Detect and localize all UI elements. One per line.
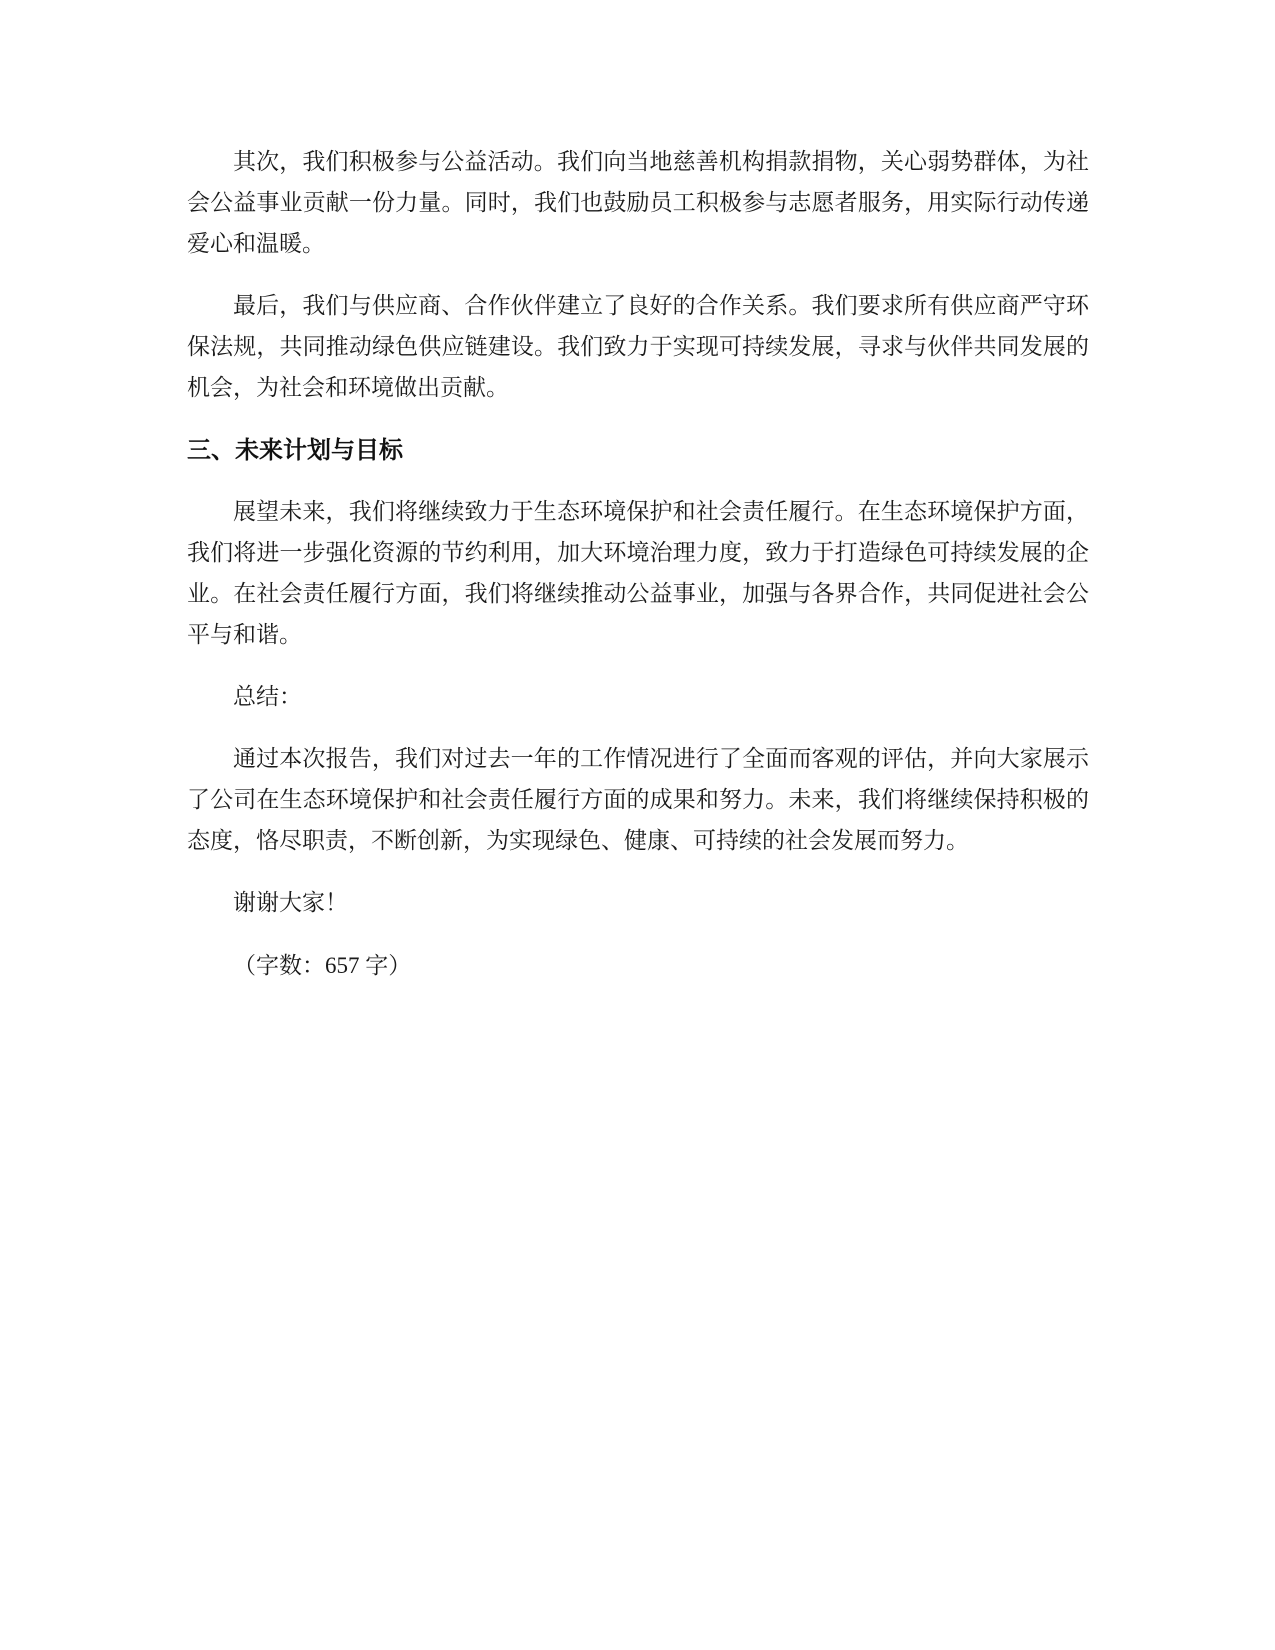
summary-label: 总结： [233, 684, 302, 710]
paragraph-charity: 其次，我们积极参与公益活动。我们向当地慈善机构捐款捐物，关心弱势群体，为社会公益事业贡献一份力量。同时，我们也鼓励员工积极参与志愿者服务，用实际行动传递爱心和温暖。 [187, 149, 1089, 257]
paragraph-suppliers: 最后，我们与供应商、合作伙伴建立了良好的合作关系。我们要求所有供应商严守环保法规，共同推动绿色供应链建设。我们致力于实现可持续发展，寻求与伙伴共同发展的机会，为社会和环境做出贡献。 [187, 293, 1089, 401]
paragraph-summary: 通过本次报告，我们对过去一年的工作情况进行了全面而客观的评估，并向大家展示了公司在生态环境保护和社会责任履行方面的成果和努力。未来，我们将继续保持积极的态度，恪尽职责，不断创新，为实现绿色、健康、可持续的社会发展而努力。 [187, 746, 1089, 854]
paragraph-outlook: 展望未来，我们将继续致力于生态环境保护和社会责任履行。在生态环境保护方面，我们将进一步强化资源的节约利用，加大环境治理力度，致力于打造绿色可持续发展的企业。在社会责任履行方面，我们将继续推动公益事业，加强与各界合作，共同促进社会公平与和谐。 [187, 499, 1089, 648]
document-body [187, 142, 1089, 986]
section-heading-future-plans: 三、未来计划与目标 [187, 436, 403, 464]
thanks-line: 谢谢大家！ [233, 890, 348, 916]
word-count: （字数：657 字） [233, 953, 412, 978]
